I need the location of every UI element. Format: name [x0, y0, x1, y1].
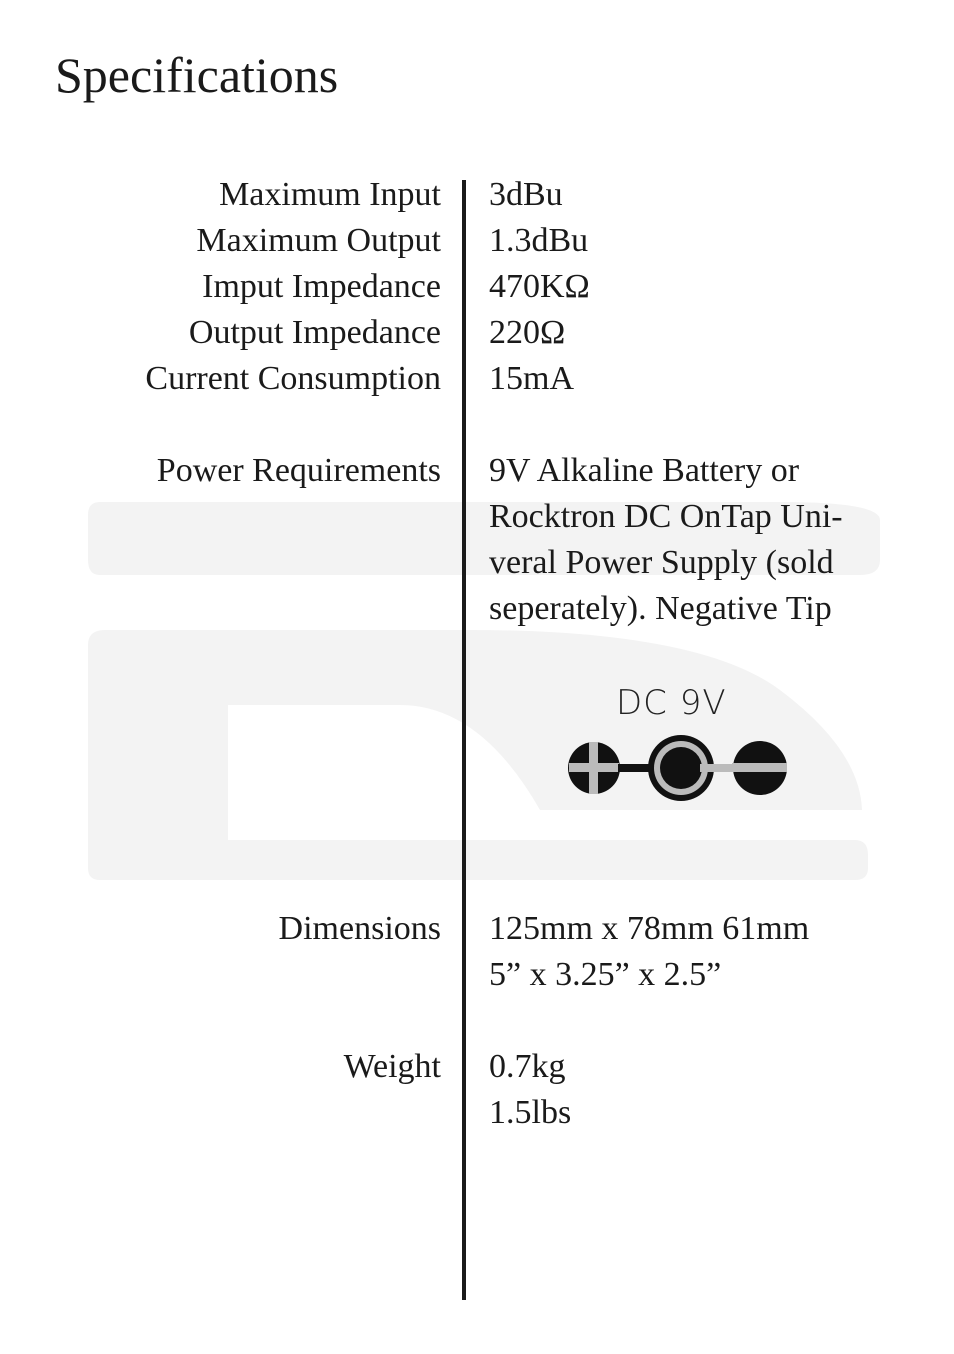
plus-icon — [568, 742, 620, 794]
spec-label-input-impedance: Imput Impedance — [202, 268, 441, 305]
spec-label-maximum-output: Maximum Output — [196, 222, 441, 259]
spec-label-output-impedance: Output Impedance — [188, 314, 441, 351]
jack-center-icon — [648, 735, 740, 801]
spec-label-maximum-input: Maximum Input — [219, 176, 441, 213]
spec-value-maximum-input: 3dBu — [489, 176, 563, 213]
spec-value-weight-lbs: 1.5lbs — [489, 1094, 572, 1131]
spec-value-dimensions-metric: 125mm x 78mm 61mm — [489, 910, 810, 947]
dc-jack-label: DC 9V — [616, 683, 727, 723]
column-divider — [462, 180, 466, 1300]
spec-label-dimensions: Dimensions — [278, 910, 441, 947]
spec-label-weight: Weight — [343, 1048, 441, 1085]
spec-value-power-line-2: Rocktron DC OnTap Uni- — [489, 498, 843, 535]
spec-label-power-requirements: Power Requirements — [156, 452, 441, 489]
spec-value-input-impedance: 470KΩ — [489, 268, 590, 305]
spec-value-power-line-3: veral Power Supply (sold — [489, 544, 834, 581]
spec-value-current-consumption: 15mA — [489, 360, 574, 397]
minus-icon — [732, 741, 787, 795]
spec-value-weight-kg: 0.7kg — [489, 1048, 566, 1085]
spec-value-power-line-1: 9V Alkaline Battery or — [489, 452, 800, 489]
spec-value-dimensions-imperial: 5” x 3.25” x 2.5” — [489, 956, 722, 993]
spec-value-output-impedance: 220Ω — [489, 314, 566, 351]
page-title: Specifications — [55, 47, 339, 103]
spec-value-power-line-4: seperately). Negative Tip — [489, 590, 832, 627]
spec-value-maximum-output: 1.3dBu — [489, 222, 589, 259]
spec-label-current-consumption: Current Consumption — [145, 360, 441, 397]
dc-polarity-diagram — [560, 680, 800, 810]
